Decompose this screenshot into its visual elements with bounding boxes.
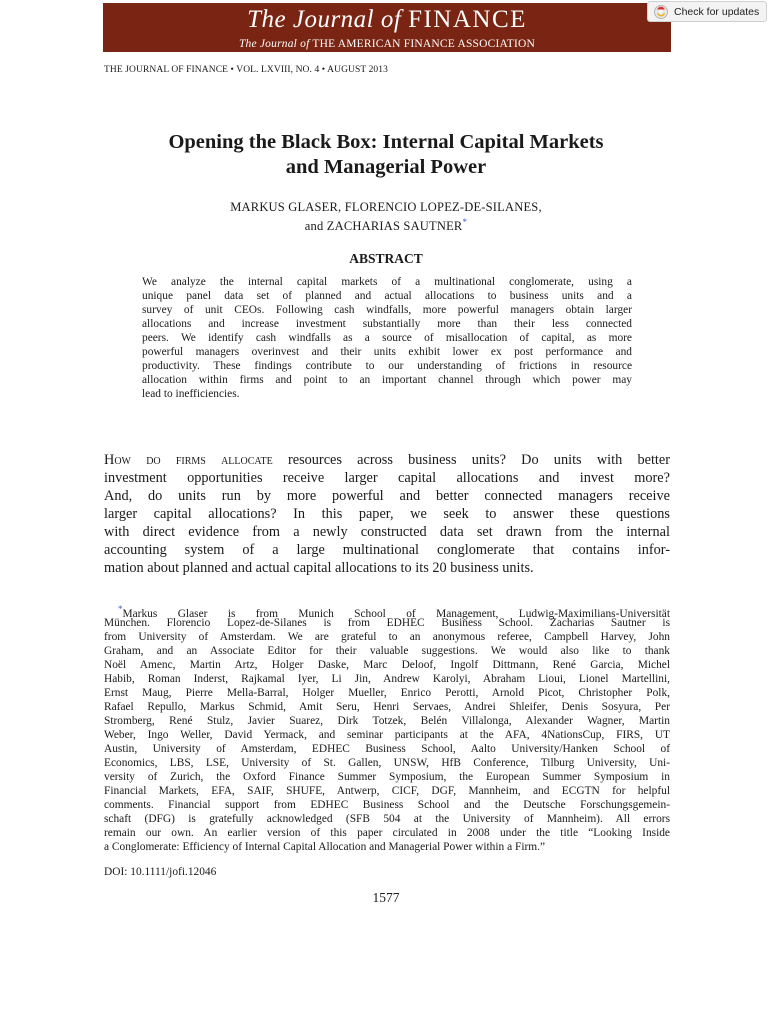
footnote-mark: * [118,604,123,614]
journal-subtitle [103,37,671,51]
footnote-line: a Conglomerate: Efficiency of Internal Capital Allocation and Managerial Power within a Firm.” [104,841,546,853]
footnote-line: Graham, and an Associate Editor for their valuable suggestions. We would also like to thank [104,645,670,657]
journal-banner [103,3,671,52]
body-lead-in: How do firms allocate [104,452,273,468]
abstract-line: peers. We identify cash windfalls as a source of misallocation of capital, as more [142,332,632,344]
footnote-line: comments. Financial support from EDHEC Business School and the Deutsche Forschungsgemein- [104,799,670,811]
journal-subtitle-prefix: The Journal of [238,38,310,50]
abstract-line: survey of unit CEOs. Following cash windfalls, more powerful managers obtain larger [142,304,632,316]
body-line: And, do units run by more powerful and better connected managers receive [104,488,670,504]
abstract-line: unique panel data set of planned and actual allocations to business units and a [142,290,632,302]
abstract-line: allocation within firms and point to an important channel through which power may [142,374,632,386]
body-line: larger capital allocations? In this paper, we seek to answer these questions [104,506,670,522]
footnote-line: Stromberg, René Stulz, Javier Suarez, Dirk Totzek, Belén Villalonga, Alexander Wagner, Martin [104,715,670,727]
abstract-line: powerful managers overinvest and their units exhibit lower ex post performance and [142,346,632,358]
journal-title-main: FINANCE [408,6,527,33]
body-line: mation about planned and actual capital allocations to its 20 business units. [104,560,534,576]
footnote-first-line [118,602,670,620]
abstract-heading: ABSTRACT [349,251,423,266]
paper-title-line-1: Opening the Black Box: Internal Capital Markets [168,131,604,153]
body-line: accounting system of a large multinational conglomerate that contains infor- [104,542,670,558]
journal-subtitle-main: THE AMERICAN FINANCE ASSOCIATION [312,38,536,50]
body-line: investment opportunities receive larger capital allocations and invest more? [104,470,670,486]
author-footnote-mark[interactable]: * [462,217,468,227]
abstract-line: We analyze the internal capital markets of a multinational conglomerate, using a [142,276,632,288]
doi-link[interactable]: DOI: 10.1111/jofi.12046 [104,866,217,878]
abstract-line: productivity. These findings contribute to our understanding of frictions in resource [142,360,632,372]
page-number: 1577 [372,890,400,905]
footnote-line: versity of Zurich, the Oxford Finance Summer Symposium, the European Summer Symposium in [104,771,670,783]
footnote-line: Ernst Maug, Pierre Mella-Barral, Holger Mueller, Enrico Perotti, Arnold Picot, Christopher Polk, [104,687,670,699]
check-for-updates-label: Check for updates [674,5,760,18]
paper-title-line-2: and Managerial Power [285,156,487,178]
footnote-line: München. Florencio Lopez-de-Silanes is from EDHEC Business School. Zacharias Sautner is [104,617,670,629]
footnote-line: Rafael Repullo, Markus Schmid, Amit Seru, Henri Servaes, Andrei Shleifer, Denis Sosyura, Per [104,701,670,713]
journal-title-prefix: The Journal of [247,6,402,33]
abstract-line: allocations and increase investment substantially more than their less connected [142,318,632,330]
footnote-line: Noël Amenc, Martin Artz, Holger Daske, Marc Deloof, Ingolf Dittmann, René Garcia, Michel [104,659,670,671]
footnote-line: Austin, University of Amsterdam, EDHEC Business School, Aalto University/Hanken School of [104,743,670,755]
footnote-line: from University of Amsterdam. We are grateful to an anonymous referee, Campbell Harvey, John [104,631,670,643]
authors-line-1: MARKUS GLASER, FLORENCIO LOPEZ-DE-SILANES, [230,200,542,214]
body-line: with direct evidence from a newly constructed data set drawn from the internal [104,524,670,540]
footnote-line: remain our own. An earlier version of this paper circulated in 2008 under the title “Looking Inside [104,827,670,839]
journal-title [103,5,671,35]
footnote-line: Financial Markets, EFA, SAIF, SHUFE, Antwerp, CICF, DGF, Mannheim, and ECGTN for helpful [104,785,670,797]
abstract-line: lead to inefficiencies. [142,388,240,400]
authors-line-2-text: and ZACHARIAS SAUTNER [304,219,463,234]
body-first-line-rest: resources across business units? Do units with better [272,452,671,468]
footnote-first-line-text: Markus Glaser is from Munich School of Management, Ludwig-Maximilians-Universität [122,607,670,620]
footnote-line: Economics, LBS, LSE, University of St. Gallen, UNSW, HfB Conference, Tilburg University, Uni- [104,757,670,769]
authors-line-2 [80,214,692,234]
running-head: THE JOURNAL OF FINANCE • VOL. LXVIII, NO. 4 • AUGUST 2013 [104,65,388,75]
body-first-line [104,451,670,469]
footnote-line: schaft (DFG) is gratefully acknowledged (SFB 504 at the University of Mannheim). All errors [104,813,670,825]
footnote-line: Weber, Ingo Weller, David Yermack, and seminar participants at the AFA, 4NationsCup, FIRS, UT [104,729,670,741]
check-for-updates-button[interactable] [647,1,767,22]
footnote-line: Habib, Roman Inderst, Rajkamal Iyer, Li Jin, Andrew Karolyi, Abraham Lioui, Lionel Martellini, [104,673,670,685]
crossmark-icon [654,5,668,19]
